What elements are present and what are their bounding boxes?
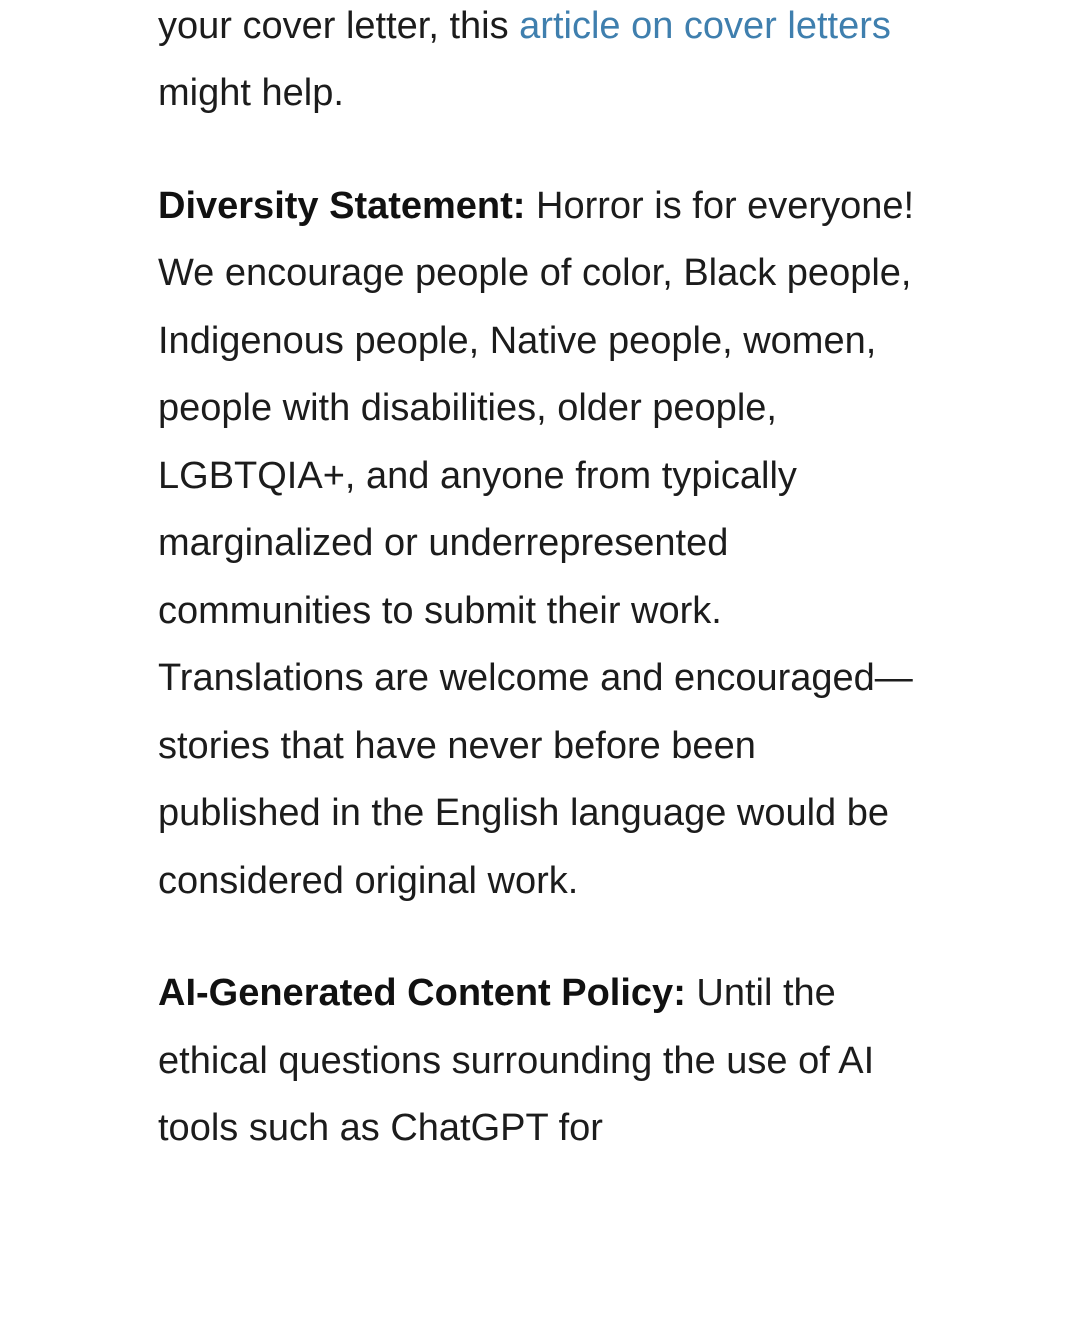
ai-policy-body: Until the ethical questions surrounding the use of AI tools such as ChatGPT for: [158, 972, 875, 1149]
ai-policy-paragraph: [158, 960, 923, 1163]
cover-letter-text-before: your cover letter, this: [158, 4, 509, 47]
cover-letter-paragraph: [158, 0, 923, 128]
diversity-statement-paragraph: [158, 173, 923, 916]
diversity-statement-body: Horror is for everyone! We encourage people of color, Black people, Indigenous people, Native people, women, people with disabilities, older people, LGBTQIA+, and anyone from typically marginalized or underrepresented communities to submit their work. Translations are welcome and encouraged—stories that have never before been published in the English language would be considered original work.: [158, 184, 915, 902]
ai-policy-heading: AI-Generated Content Policy:: [158, 972, 686, 1014]
article-body: [158, 0, 923, 1208]
cover-letter-text-after: might help.: [158, 72, 344, 114]
cover-letter-article-link[interactable]: article on cover letters: [519, 4, 891, 47]
diversity-statement-heading: Diversity Statement:: [158, 184, 526, 227]
